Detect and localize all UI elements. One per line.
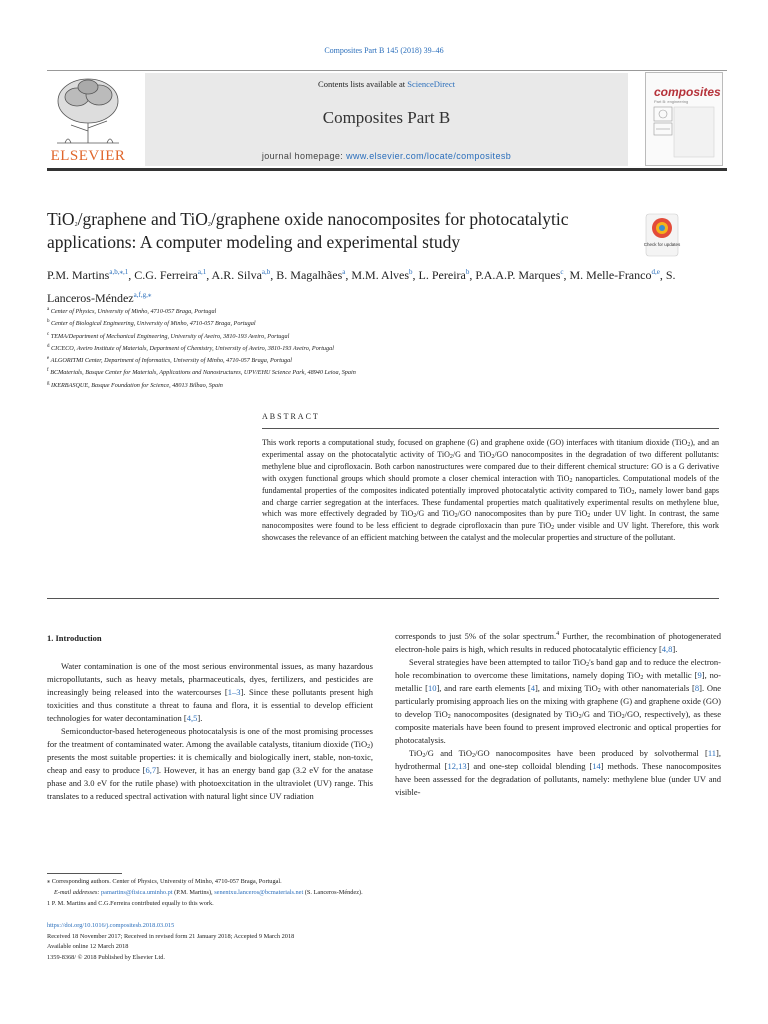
email-name-lanceros: (S. Lanceros-Méndez). [303, 889, 363, 896]
affiliation-c: $^c$ TEMA/Department of Mechanical Engineering, University of Aveiro, 3810-193 Aveiro, Portugal [47, 331, 290, 340]
journal-title: Composites Part B [322, 108, 451, 127]
header-top-rule [47, 70, 727, 71]
affiliation-b: $^b$ Center of Biological Engineering, University of Minho, 4710-057 Braga, Portugal [47, 319, 256, 328]
homepage-url-link[interactable]: www.elsevier.com/locate/compositesb [346, 151, 512, 161]
crossmark-icon[interactable] [643, 214, 681, 256]
copyright-line: 1359-8368/ © 2018 Published by Elsevier Ltd. [47, 953, 165, 961]
affiliation-e: $^e$ ALGORITMI Center, Department of Informatics, University of Minho, 4710-057 Braga, Portugal [47, 356, 292, 365]
corresponding-author-note: ⁎ Corresponding authors. Center of Physics, University of Minho, 4710-057 Braga, Portugal. [47, 878, 282, 885]
journal-cover-thumbnail[interactable] [645, 72, 723, 166]
email-link-martins[interactable]: pamartins@fisica.uminho.pt [101, 889, 173, 896]
cover-title: composites [654, 85, 721, 99]
elsevier-wordmark: ELSEVIER [50, 148, 126, 164]
abstract-heading: ABSTRACT [262, 412, 320, 421]
intro-text-left: Water contamination is one of the most serious environmental issues, as many hazardous micropollutants, such as heavy metals, pharmaceuticals, dyes, fertilizers, and pesticides are increasingly being released into the watercourses [1–3]. Since these pollutants present high toxicities and thus constitute a threat to fauna and flora, it is essential to develop efficient technologies for water decontamination [4,5]. Semiconductor-based heterogeneous photocatalysis is one of the most promising processes for the treatment of contaminated water. Among the available catalysts, titanium dioxide (TiO$_2$) presents the most suitable properties: it is chemically and biologically inert, stable, non-toxic, cheap and easy to produce [6,7]. However, it has an energy band gap (3.2 eV for the anatase phase and 3.0 eV for the rutile phase) with photoexcitation in the ultraviolet (UV) range. This translates to a reduced spectral activation with natural light since UV radiation [47, 661, 373, 801]
received-dates: Received 18 November 2017; Received in revised form 21 January 2018; Accepted 9 March 2018 [47, 932, 295, 940]
affiliation-d: $^d$ CICECO, Aveiro Institute of Materials, Department of Chemistry, University of Aveiro, 3810-193 Aveiro, Portugal [47, 343, 334, 352]
footnote-rule [47, 873, 122, 874]
affiliation-list [47, 305, 687, 391]
publication-info [47, 921, 719, 963]
email-label: E-mail addresses: [54, 889, 101, 896]
journal-citation[interactable]: Composites Part B 145 (2018) 39–46 [324, 46, 444, 55]
intro-text-right: corresponds to just 5% of the solar spectrum.$^4$ Further, the recombination of photogenerated electron-hole pairs is high, which results in reduced photocatalytic efficiency [4,8]. Several strategies have been attempted to tailor TiO$_2$'s band gap and to reduce the electron-hole recombination to overcome these limitations, namely doping TiO$_2$ with metallic [9], no-metallic [10], and rare earth elements [4], and mixing TiO$_2$ with other nanomaterials [8]. One particularly promising approach lies on the mixing with graphene (G) and graphene oxide (GO) to develop TiO$_2$ nanocomposites (designated by TiO$_2$/G and TiO$_2$/GO, respectively), as these composite materials have been found to present improved electronic and optical properties for photocatalysis. TiO$_2$/G and TiO$_2$/GO nanocomposites have been produced by solvothermal [11], hydrothermal [12,13] and one-step colloidal blending [14] methods. These nanocomposites have been assessed for the degradation of pollutants, namely: methylene blue (under UV and visible- [395, 630, 722, 797]
cover-graphic [646, 73, 722, 165]
email-line [47, 887, 719, 898]
online-date: Available online 12 March 2018 [47, 943, 129, 950]
contents-available-line [145, 79, 628, 89]
doi-link[interactable]: https://doi.org/10.1016/j.compositesb.2018.03.015 [47, 922, 175, 929]
homepage-label: journal homepage: [261, 151, 347, 161]
email-name-martins: (P.M. Martins), [172, 889, 215, 896]
abstract-text: This work reports a computational study, focused on graphene (G) and graphene oxide (GO) interfaces with titanium dioxide (TiO$_2$), and an experimental assay on the photocatalytic activity of TiO$_2$/G and TiO$_2$/GO nanocomposites in the degradation of two different pollutants: methylene blue and ciprofloxacin. Both carbon nanostructures were compared due to their different chemical structure: GO is a G derivative with oxygen functional groups which should promote a closer chemical interaction with TiO$_2$ nanoparticles. Computational models of the fundamental properties of the composites indicated potentially improved photocatalytic activity compared to TiO$_2$, namely lower band gaps and charge carrier segregation at the interfaces. These fundamental properties match qualitatively experimental results on methylene blue, which was more effectively degraded by TiO$_2$/G and TiO$_2$/GO nanocomposites than by pure TiO$_2$ under UV light. In contrast, the same nanocomposites were found to be less efficient to degrade ciprofloxacin than pure TiO$_2$ under visible and UV light. Therefore, this work showcases the relevance of an efficient matching between the catalyst and the molecular properties and structure of the pollutant. [262, 438, 720, 543]
journal-homepage-line [145, 151, 628, 161]
header-bottom-rule [47, 168, 727, 171]
footnotes [47, 876, 719, 909]
sciencedirect-link[interactable]: ScienceDirect [407, 79, 455, 89]
affiliation-g: $^g$ IKERBASQUE, Basque Foundation for Science, 48013 Bilbao, Spain [47, 380, 223, 389]
affiliation-a: $^a$ Center of Physics, University of Minho, 4710-057 Braga, Portugal [47, 307, 217, 316]
body-column-right [395, 628, 721, 799]
body-top-rule [47, 598, 719, 599]
cover-subtitle: Part B: engineering [654, 99, 689, 104]
crossmark-label: Check for updates [643, 242, 681, 247]
email-link-lanceros[interactable]: senentxu.lanceros@bcmaterials.net [214, 889, 304, 896]
body-column-left [47, 628, 373, 803]
section-heading-introduction: 1. Introduction [47, 633, 102, 643]
contents-prefix: Contents lists available at [318, 79, 408, 89]
author-list: P.M. Martins$^{a,b,⁎,1}$, C.G. Ferreira$^{a,1}$, A.R. Silva$^{a,b}$, B. Magalhães$^a$, M.M. Alves$^b$, L. Pereira$^b$, P.A.A.P. Marques$^c$, M. Melle-Franco$^{d,e}$, S. Lanceros-Méndez$^{a,f,g,⁎}$ [47, 268, 676, 305]
affiliation-f: $^f$ BCMaterials, Basque Center for Materials, Applications and Nanostructures, UPV/EHU Science Park, 48940 Leioa, Spain [47, 368, 356, 377]
abstract-rule [262, 428, 719, 429]
article-title: TiO$_2$/graphene and TiO$_2$/graphene oxide nanocomposites for photocatalytic applications: A computer modeling and experimental study [47, 209, 569, 252]
equal-contribution-note: 1 P. M. Martins and C.G.Ferreira contributed equally to this work. [47, 900, 214, 907]
